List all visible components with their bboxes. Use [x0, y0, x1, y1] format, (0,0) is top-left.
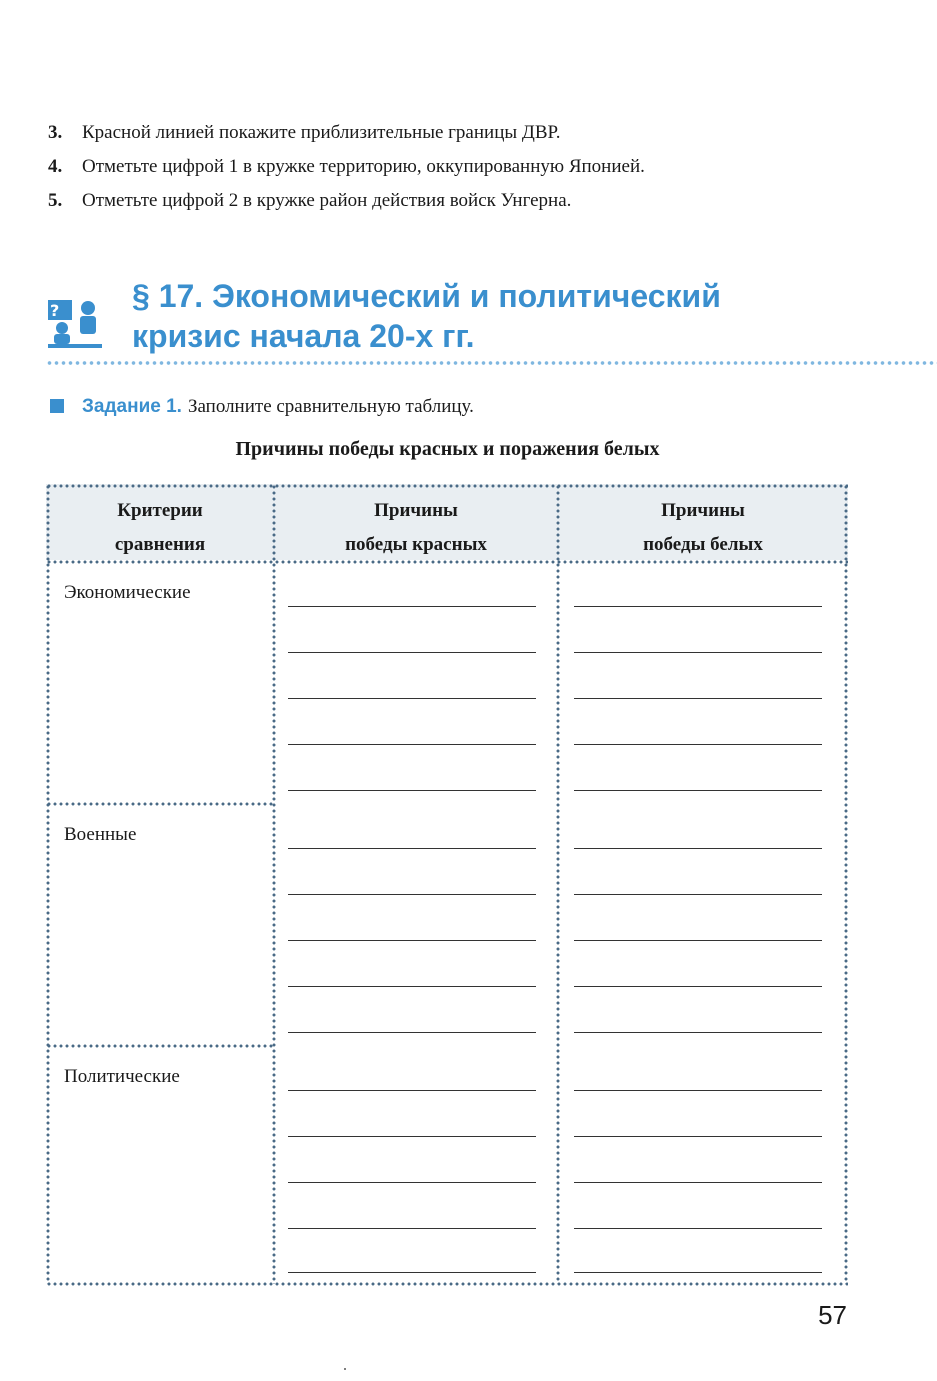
instruction-number: 5.: [48, 190, 63, 211]
task-text: Заполните сравнительную таблицу.: [187, 396, 474, 417]
section-divider: [46, 360, 937, 366]
answer-line-reds[interactable]: [288, 940, 536, 941]
answer-line-whites[interactable]: [574, 744, 822, 745]
row-label-political: Политические: [64, 1066, 180, 1087]
instruction-item: [48, 116, 908, 150]
header-criteria: [46, 494, 274, 562]
task-square-icon: [50, 399, 64, 413]
answer-line-reds[interactable]: [288, 744, 536, 745]
header-criteria-line2: сравнения: [114, 534, 206, 555]
section-title-line1: § 17. Экономический и политический: [132, 278, 721, 314]
people-discussion-icon: [46, 294, 104, 350]
answer-line-whites[interactable]: [574, 1272, 822, 1273]
table-border-bottom: [46, 1282, 848, 1286]
table-border-right: [844, 484, 848, 1284]
answer-line-reds[interactable]: [288, 606, 536, 607]
column-separator: [556, 484, 560, 1284]
answer-line-whites[interactable]: [574, 940, 822, 941]
answer-line-whites[interactable]: [574, 1090, 822, 1091]
row-separator: [46, 1044, 274, 1048]
answer-line-whites[interactable]: [574, 1136, 822, 1137]
instruction-text: Отметьте цифрой 2 в кружке район действия войск Унгерна.: [82, 190, 572, 211]
comparison-table: [46, 484, 848, 1284]
answer-line-whites[interactable]: [574, 606, 822, 607]
answer-line-reds[interactable]: [288, 1272, 536, 1273]
answer-line-reds[interactable]: [288, 652, 536, 653]
table-title: Причины победы красных и поражения белых: [235, 438, 660, 460]
column-separator: [272, 484, 276, 1284]
instruction-item: [48, 184, 908, 218]
answer-line-whites[interactable]: [574, 652, 822, 653]
answer-line-reds[interactable]: [288, 1182, 536, 1183]
answer-line-reds[interactable]: [288, 1136, 536, 1137]
header-reds-line1: Причины: [374, 500, 458, 521]
answer-line-whites[interactable]: [574, 790, 822, 791]
svg-text:?: ?: [50, 301, 60, 320]
answer-line-reds[interactable]: [288, 790, 536, 791]
answer-line-reds[interactable]: [288, 1090, 536, 1091]
answer-line-reds[interactable]: [288, 894, 536, 895]
task-line: [50, 396, 474, 418]
answer-line-whites[interactable]: [574, 848, 822, 849]
header-whites-line2: победы белых: [643, 534, 763, 555]
header-reds-line2: победы красных: [345, 534, 487, 555]
row-separator: [46, 802, 274, 806]
print-speck: [344, 1368, 346, 1370]
section-title-line2: кризис начала 20-х гг.: [132, 318, 475, 354]
section-title: [132, 276, 721, 356]
header-reds: [274, 494, 558, 562]
instruction-number: 3.: [48, 122, 63, 143]
answer-line-reds[interactable]: [288, 848, 536, 849]
answer-line-reds[interactable]: [288, 986, 536, 987]
instructions-list: [48, 116, 908, 218]
row-label-military: Военные: [64, 824, 137, 845]
answer-line-whites[interactable]: [574, 986, 822, 987]
table-border-top: [46, 484, 848, 488]
answer-line-whites[interactable]: [574, 1228, 822, 1229]
task-label: Задание 1.: [82, 396, 182, 417]
answer-line-reds[interactable]: [288, 1228, 536, 1229]
header-separator: [46, 560, 848, 564]
header-criteria-line1: Критерии: [117, 500, 203, 521]
answer-line-whites[interactable]: [574, 894, 822, 895]
page-number: 57: [818, 1300, 847, 1330]
instruction-item: [48, 150, 908, 184]
instruction-number: 4.: [48, 156, 63, 177]
row-label-economic: Экономические: [64, 582, 191, 603]
answer-line-whites[interactable]: [574, 698, 822, 699]
table-border-left: [46, 484, 50, 1284]
answer-line-whites[interactable]: [574, 1032, 822, 1033]
instruction-text: Отметьте цифрой 1 в кружке территорию, оккупированную Японией.: [82, 156, 645, 177]
header-whites-line1: Причины: [661, 500, 745, 521]
answer-line-reds[interactable]: [288, 698, 536, 699]
answer-line-reds[interactable]: [288, 1032, 536, 1033]
header-whites: [558, 494, 848, 562]
section-heading: [46, 276, 926, 356]
answer-line-whites[interactable]: [574, 1182, 822, 1183]
instruction-text: Красной линией покажите приблизительные границы ДВР.: [82, 122, 561, 143]
